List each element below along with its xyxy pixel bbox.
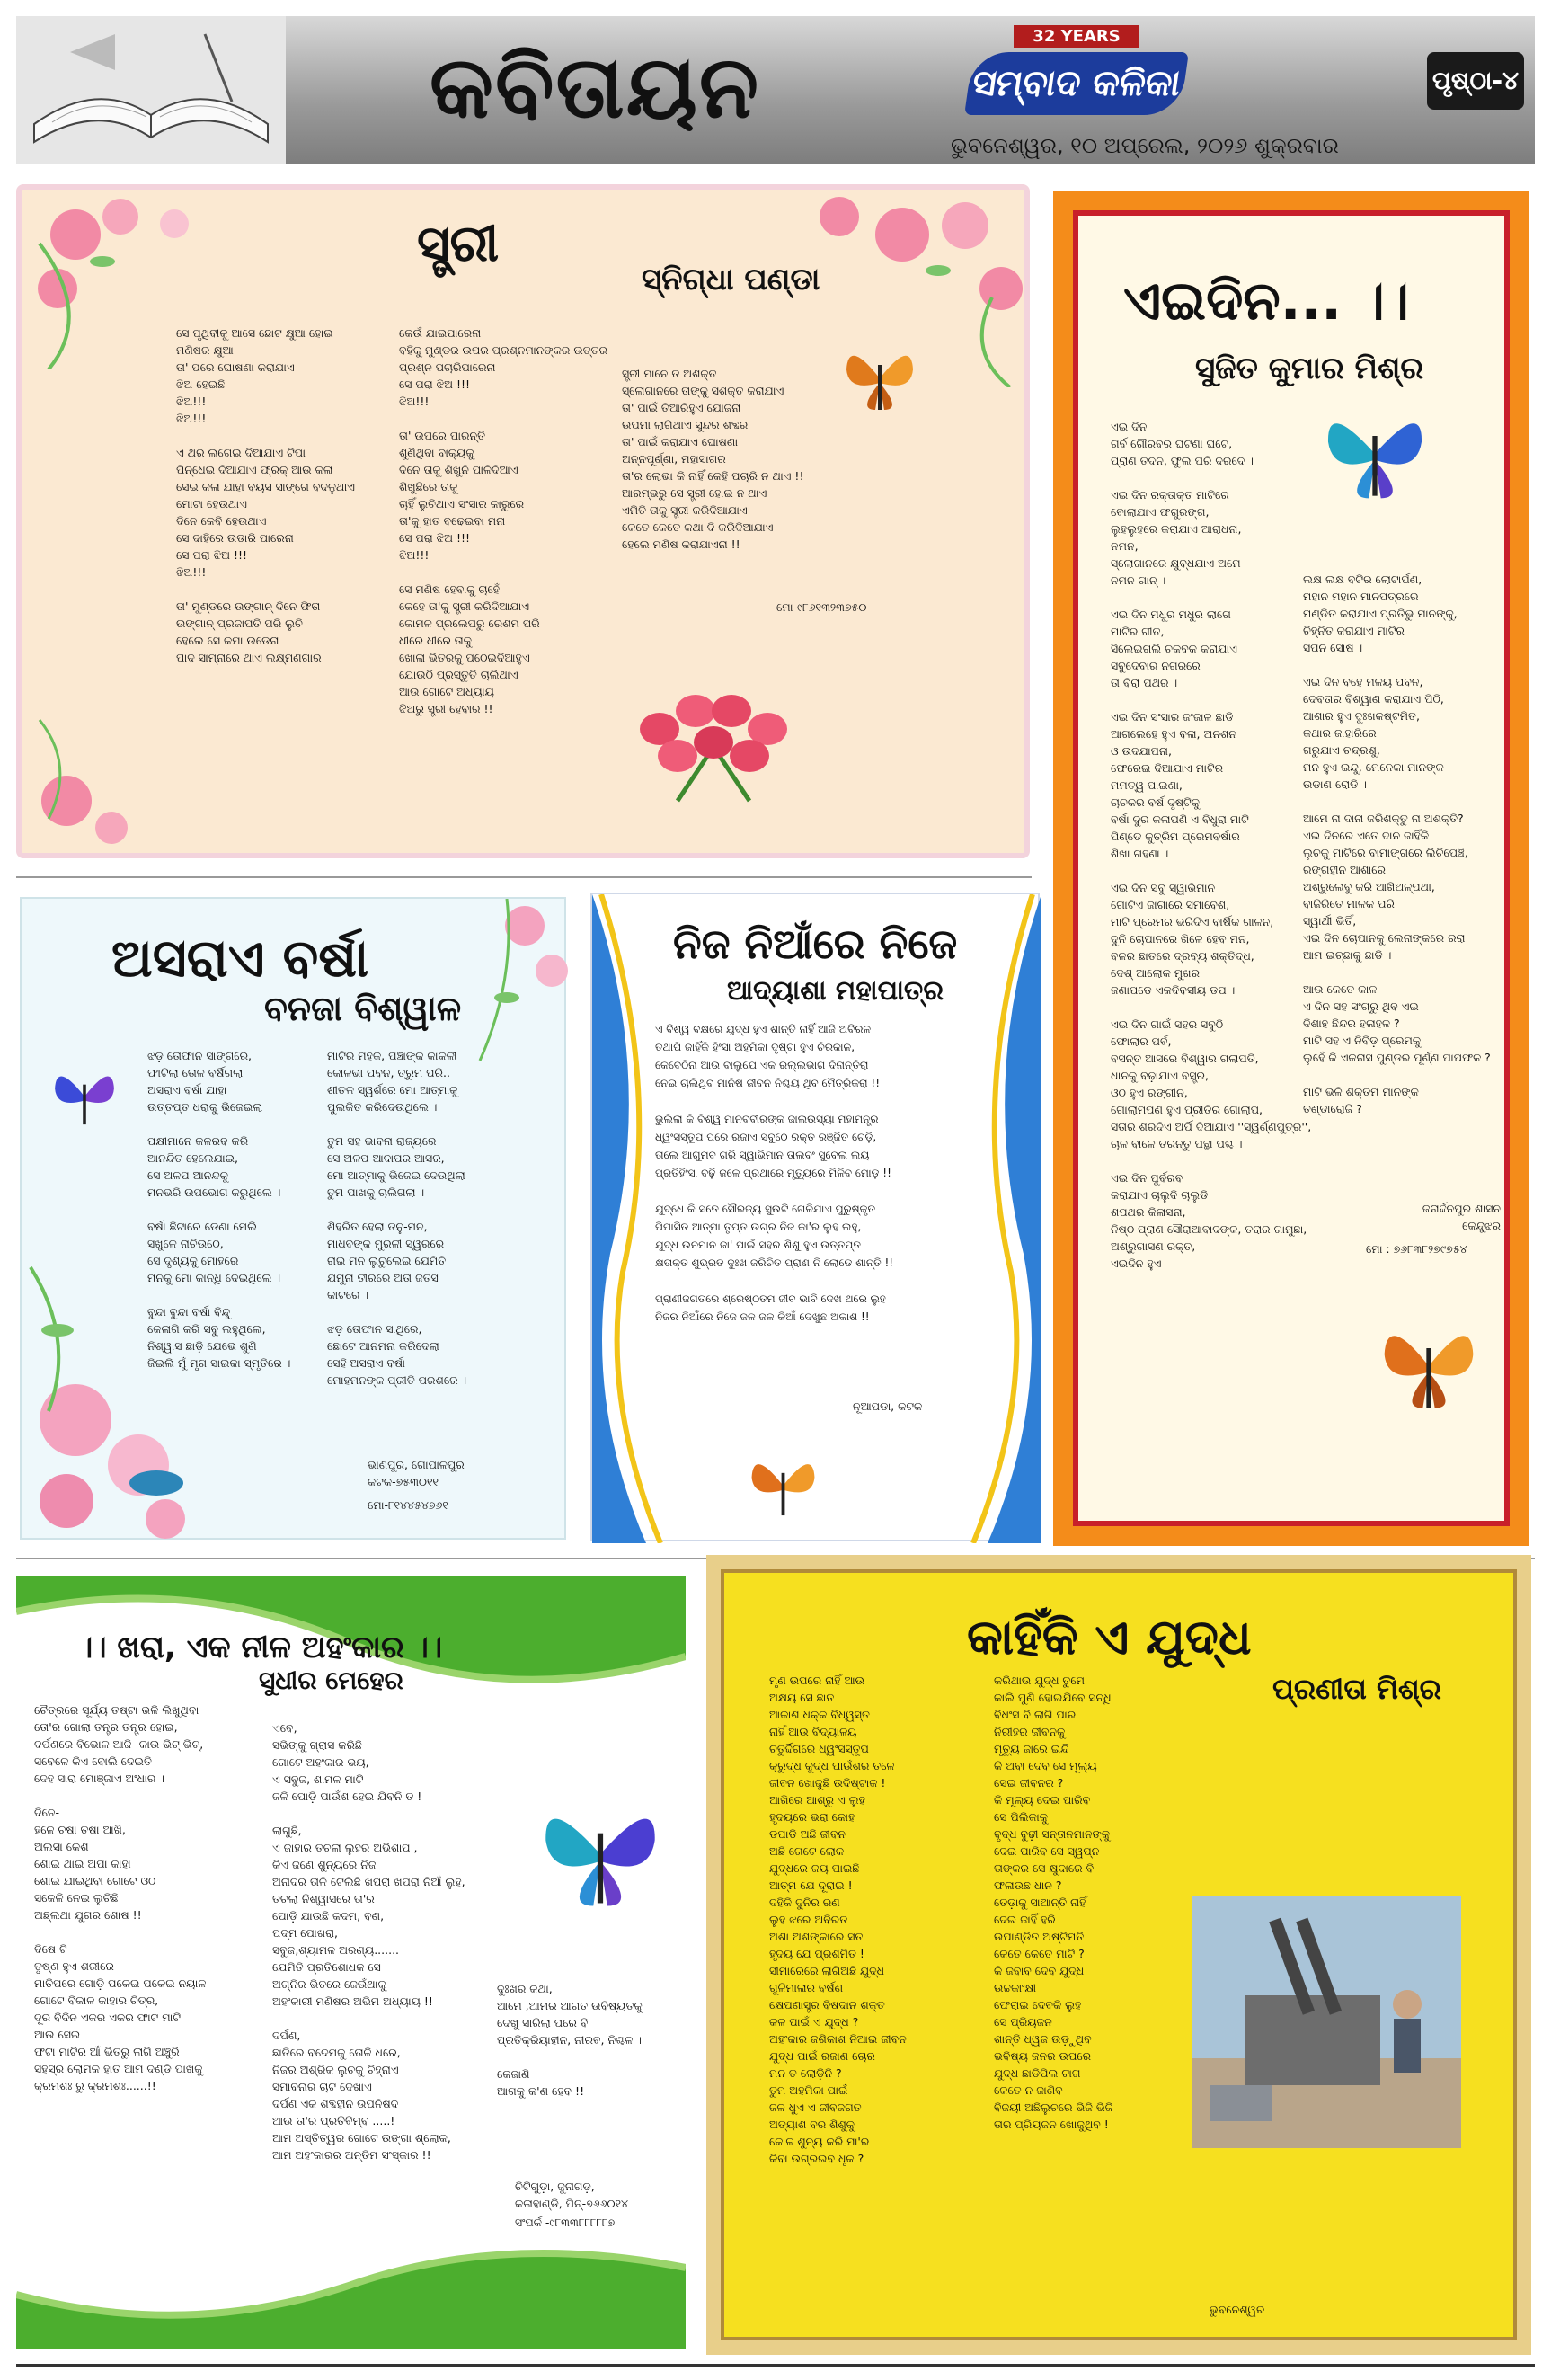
poem-panel-stree bbox=[16, 184, 1030, 858]
poem-panel-asarai bbox=[20, 897, 566, 1540]
masthead-title: କବିତାୟନ bbox=[430, 36, 761, 138]
poem-title: ନିଜ ନିଆଁରେ ନିଜେ bbox=[673, 919, 958, 968]
logo-years-badge: 32 YEARS bbox=[1014, 25, 1139, 48]
page-bottom-rule bbox=[16, 2364, 1535, 2367]
butterfly-icon bbox=[49, 1061, 120, 1132]
poem-column-3: ଦୁଃଖର କଥା, ଆମେ ,ଆମର ଆଗତ ଉବିଷ୍ୟତକୁ ଦେଖୁ ସାରିଲା ପରେ ବି ପ୍ରତିକ୍ରିୟାହୀନ, ନୀରବ, ନିଶ୍ଚଳ । କେଜାଣି ଆଗକୁ କ'ଣ ହେବ !! bbox=[497, 1982, 643, 2098]
butterfly-icon bbox=[839, 338, 920, 419]
poem-column-2: ଏବେ, ସଭିଙ୍କୁ ଗ୍ରାସ କରିଛି ଗୋଟେ ଅହଂକାର ଭୟ, ଏ ସବୁଜ, ଶାମଳ ମାଟି ଜଳି ପୋଡ଼ି ପାଉଁଶ ହେଇ ଯିବନି ତ ! ଲାଗୁଛି, ଏ ଜାହାର ତଚଲା ଲୁହର ଅଭିଶାପ , କିଏ ଜଣେ ଶୁନ୍ୟରେ ନିଜ ଅନାଦର ତାଳି ଟେଲିଛି ଖପରା ଖପରା ନିଆଁ ଲୁହ, ତଚଲା ନିଶ୍ୱାସରେ ତା'ର ପୋଡ଼ି ଯାଉଛି କଦମ, ବଣ, ପଦ୍ମ ପୋଖରା, ସବୁଜ,ଶ୍ୟାମଳ ଅରଣ୍ୟ....... ଯେମିତି ପ୍ରତିଶୋଧକ ସେ ଅଗ୍ନିର ଭିତରେ ଜେଉଁଥାକୁ ଅହଂକାରୀ ମଣିଷର ଅଭିମ ଅଧ୍ୟାୟ !! ଦର୍ପଣ, ଛାତିରେ ବଦେମକୁ ତୋଳି ଧରେ, ନିଜର ଅଶ୍ରିକ ଲୁଚକୁ ଚିହ୍ନାଏ ସମାବନାର ଚାଟ ଦେଖାଏ ଦର୍ପଣ ଏକ ଶବ୍ଦହୀନ ଉପନିଷଦ ଆଉ ତା'ର ପ୍ରତିବିମ୍ବ .....! ଆମ ଅସ୍ତିତ୍ୱର ଗୋଟେ ଉଙ୍ଗା ଶ୍ଲୋକ, ଆମ ଅହଂକାରର ଅନ୍ତିମ ସଂସ୍କାର !! bbox=[272, 1721, 465, 2162]
newspaper-logo bbox=[951, 25, 1202, 124]
poem-column-2: ଲକ୍ଷ ଲକ୍ଷ ବଟିର ଲୋଟାର୍ପଣ, ମହାନ ମହାନ ମାନପତ୍ରରେ ମଣ୍ଡିତ କରାଯାଏ ପ୍ରତିଭୁ ମାନଙ୍କୁ, ଚିହ୍ନିତ କରାଯାଏ ମାଟିର ସପନ ସୋଷ । ଏଇ ଦିନ ବହେ ମଳୟ ପବନ, ଦେବତାର ବିଶ୍ୱାଣ କରାଯାଏ ପିଠି, ଆଶାର ହୁଏ ଦୁଃଖକଷ୍ଟମିତ, କଥାର ଜାହାରିରେ ଗରୁଯାଏ ଚନ୍ଦ୍ରଶୁ, ମନ ହୁଏ ଇନ୍ଦୁ, ମେନେକା ମାନଙ୍କ ଉଡାଣ ରୋଡି । ଆମେ ନା ଦାନା ଜରିଶକ୍ତୁ ନା ଅଶକ୍ତି? ଏଇ ଦିନରେ ଏତେ ଦାନ ଜାହିଁକି ଲୁଚକୁ ମାଟିରେ ବାମାଙ୍ଗରେ ଲିଚିପେଞ୍ଚି, ରଙ୍ଗହୀନ ଆଶାରେ ଅଶ୍ରୁଲେବୁ କରି ଆଖିଅଳ୍ପଥା, ବାଜିରିତେ ମାଳକ ପରି ସ୍ୱାର୍ଥୀ ଭିତିଁ, ଏଇ ଦିନ ଚୋପାନକୁ ଲେନାଙ୍କରେ ରରା ଆମ ଇଚ୍ଛାକୁ ଛାଡି । ଆଉ କେତେ କାଳ ଏ ଦିନ ସହ ସଂଗ୍ରୁ ଥିବ ଏଇ ଦିଶାହ ଛିନ୍ଦର ହଳାହଳ ? ମାଟି ସହ ଏ ନିବିଡ଼ ପ୍ରେମକୁ ଲୁହେଁ କି ଏକନାସ ପୁଣ୍ଡର ପୂର୍ଣ୍ଣ ପାପଫଳ ? ମାଟି ଭଳି ଶକ୍ତମ ମାନଙ୍କ ତଣ୍ଡାରୋଜି ? bbox=[1303, 573, 1491, 1115]
poem-title: କାହିଁକି ଏ ଯୁଦ୍ଧ bbox=[967, 1609, 1252, 1665]
eidina-frame-inner bbox=[1073, 210, 1510, 1526]
masthead bbox=[16, 16, 1535, 164]
poem-author: ବନଜା ବିଶ୍ୱାଳ bbox=[264, 989, 462, 1028]
tulip-bouquet-icon bbox=[624, 675, 803, 810]
poem-panel-kahinki bbox=[706, 1555, 1531, 2355]
contact-number: ମୋ : ୭୬୮୩୮୨୭୯୭୫୪ bbox=[1366, 1242, 1467, 1256]
poem-column-2: କେଉଁ ଯାଇପାରେନା ବହିକୁ ମୁଣ୍ଡର ଉପର ପ୍ରଶ୍ନମାନଙ୍କର ଉତ୍ତର ପ୍ରଶ୍ନ ପଚାରିପାରେନା ସେ ପରା ଝିଅ !!! ଝିଅ!!! ତା' ଉପରେ ପାରନ୍ତି ଶୁଣିଥିବା ବାକ୍ୟକୁ ଦିନେ ତାକୁ ଶିଖୁନି ପାଳିଦିଆଏ ଶିଖୁଛିରେ ତାକୁ ଚାହିଁ ଲୁଚିଥାଏ ସଂସାର କାରୁରେ ତା'କୁ ହାତ ବଢେଇବା ମନା ସେ ପରା ଝିଅ !!! ଝିଅ!!! ସେ ମଣିଷ ହେବାକୁ ଚାହେଁ କେହେ ତା'କୁ ସ୍ତ୍ରୀ କରିଦିଆଯାଏ କୋମଳ ପ୍ରଲେପରୁ ରେଶମ ପରି ଧୀରେ ଧୀରେ ତାକୁ ଖୋଳା ଭିତରକୁ ପଠେଇଦିଆହୁଏ ଯୋଉଠି ପ୍ରସ୍ତୁତି ଚାଲିଥାଏ ଆଉ ଗୋଟେ ଅଧ୍ୟାୟ ଝିଅରୁ ସ୍ତ୍ରୀ ହେବାର !! bbox=[399, 326, 608, 715]
poem-author: ସୁଜିତ କୁମାର ମିଶ୍ର bbox=[1195, 351, 1424, 386]
dateline: ଭୁବନେଶ୍ୱର, ୧୦ ଅପ୍ରେଲ, ୨୦୨୬ ଶୁକ୍ରବାର bbox=[951, 133, 1339, 158]
blue-swirl-left-icon bbox=[592, 894, 664, 1543]
flower-border-right-icon bbox=[453, 899, 568, 1061]
poem-author: ପ୍ରଣୀତା ମିଶ୍ର bbox=[1272, 1672, 1441, 1706]
contact-number: ମୋ-୯୮୬୧୩୨୩୭୫୦ bbox=[776, 600, 867, 614]
poem-author: ସ୍ନିଗ୍ଧା ପଣ୍ଡା bbox=[642, 262, 820, 298]
poem-panel-nija bbox=[590, 892, 1040, 1541]
blue-swirl-right-icon bbox=[970, 894, 1041, 1543]
place-line: ଚିଟିଗୁଡ଼ା, ଜୁନାଗଡ଼, କଳାହାଣ୍ଡି, ପିନ୍-୭୬୬୦୧୪ bbox=[515, 2180, 629, 2210]
logo-name: ସମ୍ବାଦ କଳିକା bbox=[964, 52, 1189, 115]
contact-number: ମୋ-୮୧୪୪୫୪୭୬୧ bbox=[368, 1498, 448, 1512]
war-photo bbox=[1192, 1896, 1461, 2148]
kahinki-frame-inner bbox=[721, 1569, 1517, 2340]
contact-number: ସଂପର୍କ -୯୮୩୩୮୮୮୮୮୭ bbox=[515, 2216, 616, 2229]
poem-title: ଏଇଦିନ... ।। bbox=[1123, 270, 1409, 333]
section-divider bbox=[16, 876, 1032, 878]
butterfly-icon bbox=[745, 1441, 821, 1531]
place-line: ଜନାର୍ଦ୍ଦନପୁର ଶାସନ କେନ୍ଦୁଝର bbox=[1422, 1202, 1501, 1232]
poem-column-1: ଏଇ ଦିନ ଗର୍ବ ଗୌରବର ଘଟଣା ଘଟେ, ପ୍ରାଣ ତଦନ, ଫୁଲ ପରି ଦରଦେ । ଏଇ ଦିନ ରକ୍ତାକ୍ତ ମାଟିରେ ବୋଲାଯାଏ ଫଗୁରଙ୍ଗ, ଲୁହଲୁହରେ କରାଯାଏ ଆରାଧନା, ନମନ, ସ୍ଲୋଗାନରେ କ୍ଷୁବ୍ଧଯାଏ ଅମେ ନମନ ଗାନ୍ । ଏଇ ଦିନ ମଧୁର ମଧୁର ଲାଗେ ମାଟିର ଗୀତ, ସିଲେଇଗଲି ଚକବକ କରାଯାଏ ସବୁଦେବାର ନଗରରେ ତା ବିରା ପଥର । ଏଇ ଦିନ ସଂସାର ଜଂଜାଳ ଛାଡି ଆଗଲେହେ ହୁଏ ବଳା, ଅନଶନ ଓ ଉଦଯାପନା, ଫେରେଇ ଦିଆଯାଏ ମାଟିର ମମତ୍ୱ ପାଇଣା, ଚାଚକର ବର୍ଷ ଦୃଷ୍ଟିକୁ ବର୍ଷା ଦୁର କଳାପଣି ଏ ବିଧୁରା ମାଟି ପିଣ୍ଡେ କୁତ୍ରିମ ପ୍ରେମବର୍ଷାର ଶିଖା ଗହଣା । ଏଇ ଦିନ ସବୁ ସ୍ୱାଭିମାନ ଗୋଟିଏ ଜାଗାରେ ସମାବେଶ, ମାଟି ପ୍ରେମର ଭରିଦିଏ ବାର୍ଷିକ ଗାଳନ, ଦୁନି ଚୋପାନରେ ଖିଳେ ହେବ ମନ, ବଳର ଛାତରେ ଦ୍ରବ୍ୟ ଶକ୍ତିଦ୍ଧ, ଦେଶ୍ ଆଲୋକ ମୁଖର ଜଣାପଡେ ଏକଦିବସୀୟ ଡପ । ଏଇ ଦିନ ଗାଇଁ ସହର ସବୁଠି ଫୋଲାର ପର୍ବ, ବସନ୍ତ ଆସରେ ବିଶ୍ୱାର ଗଲାପତି, ଧାନକୁ ବଢ଼ାଯାଏ ବସ୍ତ୍ର, ଓଠ ହୁଏ ରଙ୍ଗୀନ, ଗୋଲାମପଣ ହୁଏ ପ୍ରୀତିର ଗୋଲାପ, ସତାର ଶରଦିଏ ଅର୍ପି ଦିଆଯାଏ ''ସ୍ୱର୍ଣ୍ଣପୁତ୍ର'', ଚାଳ ବାଳେ ତରନ୍ତୁ ପନ୍ଥା ପଶ୍ଚ । ଏଇ ଦିନ ପୁର୍ବରବ କରାଯାଏ ଚାଲୁଦି ଚାଲୁଡି ଶପଥର କିଳାସନା, ନିଷ୍ଠ ପ୍ରାଣ ସୌରାଆବାଦଙ୍କ, ତରାର ଗାମୁଛା, ଅଶ୍ରୁଗାସଣ ରକ୍ତ, ଏଇଦିନ ହୁଏ bbox=[1111, 420, 1312, 1270]
place-line: ଭୁବନେଶ୍ୱର bbox=[1210, 2303, 1265, 2316]
page-number-badge: ପୃଷ୍ଠା-୪ bbox=[1427, 52, 1524, 110]
poem-panel-eidina bbox=[1053, 191, 1529, 1546]
butterfly-icon bbox=[1375, 1312, 1483, 1420]
place-line: ଭାଣପୁର, ଗୋପାଳପୁର କଟକ-୭୫୩୦୧୧ bbox=[368, 1458, 465, 1488]
poem-body: ଏ ବିଶ୍ୱ ବକ୍ଷରେ ଯୁଦ୍ଧ ହୁଏ ଶାନ୍ତି ନାହିଁ ଆଜି ଅବିରଳ ତଥାପି ଜାହିଁକି ହିଂସା ଅହମିକା ଦୃଷ୍ଟା ହୁଏ ଚିରକାଳ, କେବେଠିନା ଆଉ ବାଲୁଯେ ଏକ ରଲ୍ଲଭାଗ ଦିନାନ୍ତିରା ନେଇ ଚାଲିଥିବ ମାନିଷ ଜୀବନ ନିଶ୍ଚୟ ଥିବ ମୈତ୍ରିକରା !! ଭୁଲିଲା କି ବିଶ୍ୱ ମାନବବୀରଙ୍କ ଜାଲଉସ୍ୟା ମହାମନ୍ତ୍ର ଧ୍ୱଂସସ୍ତୂପ ପରେ ରଜାଏ ସବୁଠେ ରକ୍ତ ରଞ୍ଜିତ ଚେଡ଼ି, ତାଲେ ଆଗୁମବ ଗରି ସ୍ୱାଭିମାନ ତାଲବଂ ସୁବେଲ ଲୟ ପ୍ରତିହିଂସା ବଢ଼ି ଜଳେ ପ୍ରଥାରେ ମୃତ୍ୟୁରେ ମିଳିବ ମୋଡ଼ !! ଯୁଦ୍ଧେ କି ସତେ ସୌରଜ୍ୟ ସୁଉଟି ଗେଳିଯାଏ ପୁରୁଷ୍କୃତ ପିପାସିତ ଆତ୍ମା ତୃପ୍ତ ଉଗ୍ର ନିଜ କା'ର ଲୁହ ଲହୁ, ଯୁଦ୍ଧ ଉନମାନ ଜା' ପାଇଁ ସହର ଶିଶୁ ହୁଏ ଉତ୍ତପ୍ତ କ୍ଷତାକ୍ତ ଶୁଭ୍ରତ ଦୁଃଖ ଜରିଚିତ ପ୍ରାଣ ନି ଲୋଡେ ଶାନ୍ତି !! ପ୍ରାଣୀଜଗତରେ ଶ୍ରେଷ୍ଠତମ ଜୀବ ଭାବି ଦେଖ ଥରେ ଲୁହ ନିଜର ନିଆଁରେ ନିଜେ ଜଳ ଜଳ କିଆଁ ଦେଖୁଛ ଅକାଶ !! bbox=[655, 1023, 894, 1323]
poem-title: ଅସରାଏ ବର୍ଷା bbox=[111, 928, 369, 989]
rose-border-bottom-left-icon bbox=[22, 693, 183, 855]
poem-column-1: ସେ ପୃଥିବୀକୁ ଆସେ ଛୋଟ କ୍ଷୁଆ ହୋଇ ମଣିଷର କ୍ଷୁଆ ତା' ପରେ ଘୋଷଣା କରାଯାଏ ଝିଅ ହେଇଛି ଝିଅ!!! ଝିଅ!!! ଏ ଥର ଲଗେଇ ଦିଆଯାଏ ଟିପା ପିନ୍ଧେଇ ଦିଆଯାଏ ଫ୍ରକ୍ ଆଉ କଳା ସେଇ କଳା ଯାହା ବୟସ ସାଙ୍ଗେ ବଦଳୁଥାଏ ମୋଟା ହେଉଥାଏ ଦିନେ କେବି ହେଉଥାଏ ସେ ଦାହିରେ ଉଡାରି ପାରେନା ସେ ପରା ଝିଅ !!! ଝିଅ!!! ତା' ମୁଣ୍ଡରେ ଉଙ୍ଗାନ୍ ଦିନେ ଫିତା ଉଙ୍ଗାନ୍ ପ୍ରଜାପତି ପରି ଲୁଚି ହେଲେ ସେ କମା ଉଡେନା ପାଦ ସାମ୍ନାରେ ଥାଏ ଲକ୍ଷ୍ମଣଗାର bbox=[176, 326, 355, 664]
poem-author: ଆଦ୍ୟାଶା ମହାପାତ୍ର bbox=[727, 975, 944, 1007]
poem-author: ସୁଧୀର ମେହେର bbox=[259, 1665, 403, 1695]
poem-column-3: ସ୍ତ୍ରୀ ମାନେ ତ ଅଶକ୍ତ ସ୍ଲୋଗାନରେ ତାଙ୍କୁ ସଶକ୍ତ କରାଯାଏ ତା' ପାଇଁ ତିଆରିହୁଏ ଯୋଜନା ଉପମା ଲାଗିଥାଏ ସୁନ୍ଦର ଶବ୍ଦର ତା' ପାଇଁ କରାଯାଏ ଘୋଷଣା ଅନ୍ନପୂର୍ଣ୍ଣା, ମହାସାଗର ତା'ର ଲୋଭା କି ନାହିଁ କେହି ପଚାରି ନ ଥାଏ !! ଆରମ୍ଭରୁ ସେ ସ୍ତ୍ରୀ ହୋଇ ନ ଥାଏ ଏମିତି ତାକୁ ସ୍ତ୍ରୀ କରିଦିଆଯାଏ କେତେ କେତେ କଥା ଦି କରିଦିଆଯାଏ ହେଲେ ମଣିଷ କରାଯାଏନା !! bbox=[622, 367, 804, 551]
place-line: ନୂଆପଡା, କଟକ bbox=[853, 1399, 923, 1413]
poem-panel-khara bbox=[16, 1576, 686, 2349]
green-wave-bottom-icon bbox=[16, 2232, 686, 2349]
poem-title: ସ୍ତ୍ରୀ bbox=[417, 215, 500, 273]
poem-column-1: ମୃଣ ଉପରେ ନାହିଁ ଆଉ ଅକ୍ଷୟ ସେ ଛାତ ଆକାଶ ଧକ୍କ ବିଧ୍ୱସ୍ତ ନାହିଁ ଆଉ ବିଦ୍ୟାଳୟ ଚତୁର୍ଦ୍ଦିଗରେ ଧ୍ୱଂସସ୍ତୂପ କ୍ରୁଦ୍ଧ କୁଦ୍ଧ ପାଉଁଶର ତଳେ ଜୀବନ ଖୋଜୁଛି ଉଦିଷ୍ଟାକ ! ଆଖିରେ ଆଶ୍ରୁ ଏ ଲୁହ ହୃଦୟରେ ଭରା କୋହ ଡପାଡି ଅଛି ଜୀବନ ଅଛି ଗେଟେ ଲୋକ ଯୁଦ୍ଧରେ ଜୟ ପାଇଛି ଆତ୍ମ ଯେ ଦୂରାଇ ! ଦହିକି ଦୁନିର ରଣ ଲୁହ ଝରେ ଅବିରତ ଅଶା ଅଶଙ୍କାରେ ସତ ହୃଦୟ ଯେ ପ୍ରଶମିତ ! ସୀମାରେରେ ଲାଗିଅଛି ଯୁଦ୍ଧ ଗୁଳିମାଳାର ବର୍ଷଣ କ୍ଷେପଣାସ୍ତ୍ର ବିଷଦାନ ଶକ୍ତ କଳ ପାଇଁ ଏ ଯୁଦ୍ଧ ? ଅହଂକାର ଜଶିକାଶ ନିଆଇ ଜୀବନ ଯୁଦ୍ଧ ପାଇଁ ରଜାଣ ଚୋର ମନ ତ ଲୋଡ଼ିନି ? ତୁମ ଅହମିକା ପାଇଁ ଜଳ ଧୁଏ ଏ ଜୀବଜଗତ ଅତ୍ୟାଶ ବର ଶିଶୁକୁ କୋଳ ଶୁନ୍ୟ କରି ମା'ର କିବା ଉଗ୍ରଇବ ଧୃକ ? bbox=[769, 1674, 907, 2165]
butterfly-icon bbox=[537, 1791, 663, 1917]
poem-column-1: ଚୈତ୍ରରେ ସୂର୍ଯ୍ୟ ତଷ୍ଟା ଭଳି ଲିଖୁଥିବା ତୋ'ର ଗୋଲା ତନ୍ତ୍ର ତନ୍ତ୍ର ହୋଇ, ଦର୍ପଣରେ ବିଭୋଳ ଆଜି -କାଉ ଭିଟ୍ ଭିଟ୍, ସବେଳେ କିଏ ବୋଲି ଦେଇତି ଦେହ ସାରା ମୋଞ୍ଜାଏ ଅଂଧାର । ଦିନେ- ହଳେ ଚଷା ତଷା ଆଖି, ଅଲସା କେଶ ଶୋଇ ଥାଇ ଅପା କାହା ଶୋଇ ଯାଇଥିବା ଗୋଟେ ଓଠ ସକେଳି ନେଇ ଲୁଚିଛି ଅଛ୍ଲଥା ଯୁଗର ଶୋଷ !! ଦିଷେ ଟି ତୃଷ୍ଣ ହୁଏ ଶରୀରେ ମାତିପରେ ଗୋଡ଼ି ପକେଇ ପକେଇ ନୟାଳ ଗୋଟେ ବିକାଳ କାହାର ଚିତ୍ର, ଦୂର ବିଦିନ ଏକର ଏକର ଫାଟ ମାଟି ଆଉ ସେଇ ଫଟା ମାଟିର ଆଁ ଭିତରୁ ଲାଗି ଅଞ୍ଚୁରି ସହସ୍ର ଲୋମକ ହାତ ଆମ ଦଣ୍ଡି ପାଖକୁ କ୍ରମଶଃ ରୁ କ୍ରମଶଃ......!! bbox=[34, 1703, 207, 2092]
open-book-icon bbox=[16, 16, 286, 164]
poem-column-2: କରିଥାଉ ଯୁଦ୍ଧ ତୁମେ କାଲି ପୁଣି ହୋଇଯିବେ ସନ୍ଧି ବିଧଂସ ବି ଲାଗି ପାର ନିରୀହର ଜୀବନକୁ ମୃତ୍ୟୁ ଜାରେ ଇନ୍ଦି କି ଅବା ଦେବ ସେ ମୂଲ୍ୟ ସେଇ ଜୀବନର ? କି ମୂଲ୍ୟ ଦେଇ ପାରିବ ସେ ପିଲିକାକୁ ବୃଦ୍ଧ ବୁଢ଼ୀ ସନ୍ତାନମାନଙ୍କୁ ଦେଇ ପାରିବ ସେ ସ୍ୱପ୍ନ ତାଙ୍କର ସେ କ୍ଷୁଦାରେ ବି ଫଳାଉଛ ଧାନ ? ତେଡ଼ାକୁ ସାଆନ୍ତି ନାହିଁ ଦେଇ ଜାହିଁ ହରି ଉପାଣ୍ଡିତ ଅଷ୍ଟିମତି କେତେ କେତେ ମାଟି ? କି ଜବାବ ଦେବ ଯୁଦ୍ଧ ଉଚ୍ଚକାଂକ୍ଷୀ ଫେରାଇ ଦେବକି ଲୁହ ସେ ପ୍ରିୟଜନ ଶାନ୍ତି ଧ୍ୱଜ ଉଡ଼ୁଥିବ ଭବିଷ୍ୟ ଜନର ଉପରେ ଯୁଦ୍ଧ ଛାଡିପିଲ ଟାଗ କେତେ ନ ଜାଣିବ ବିଜୟୀ ଅଛିଲୁଚରେ ଭିଜି ଭିଜି ତାର ପ୍ରିୟଜନ ଖୋଜୁଥିବ ! bbox=[994, 1674, 1113, 2131]
poem-title: ।। ଖରା, ଏକ ନୀଳ ଅହଂକାର ।। bbox=[79, 1630, 443, 1665]
poem-column-2: ମାଟିର ମହକ, ପଞ୍ଚାଙ୍କ କାକଳୀ କୋଳଭା ପବନ, ତ୍ରୁମ ପରି.. ଶୀତଳ ସ୍ୱର୍ଶରେ ମୋ ଆତ୍ମାକୁ ପୁଲକିତ କରିଦେଉଥିଲେ । ତୁମ ସହ ଭାବନା ରାଜ୍ୟରେ ସେ ଅଳପ ଆଦାପର ଆସର, ମୋ ଆତ୍ମାକୁ ଭିଜେଇ ଦେଉଥିଲା ତୁମ ପାଖକୁ ଚାଲିଗଲା । ଶିହରିତ ହେଲା ତନୁ-ମନ, ମାଧବଙ୍କ ମୁରଳୀ ସ୍ୱରରେ ରାଇ ମନ ଲୁଚୁଲେଇ ଯେମିତି ଯମୁନା ତୀରରେ ଅତା ଜତସ କାଟରେ । ଝଡ଼ ତୋଫାନ ସାଥିରେ, ଛୋଟେ ଆନମନା କରିଦେଲା ସେହି ଅସରାଏ ବର୍ଷା ମୋହମନଙ୍କ ପ୍ରୀତି ପରଶରେ । bbox=[327, 1049, 467, 1387]
poem-column-1: ଝଡ଼ ତୋଫାନ ସାଙ୍ଗରେ, ଫାଟିଲା ତୋଳ ବର୍ଷିଗଲା ଅସରାଏ ବର୍ଷା ଯାହା ଉତ୍ତପ୍ତ ଧରାକୁ ଭିଜେଇଲା । ପକ୍ଷୀମାନେ କଳରବ କରି ଆନନ୍ଦିତ ହେଲେଯାଇ, ସେ ଅଳପ ଆନନ୍ଦକୁ ମନଭରି ଉପଭୋଗ କରୁଥିଲେ । ବର୍ଷା ଛିଟାରେ ଡେଣା ମେଲି ସଖୁଳେ ନାଚିଉଠେ, ସେ ଦୃଶ୍ୟକୁ ମୋହରେ ମନକୁ ମୋ କାନ୍ଧି ଦେଇଥିଲେ । ବୁନ୍ଦା ବୁନ୍ଦା ବର୍ଷା ବିନ୍ଦୁ କେଳାଗି କରି ସବୁ ଲହୁଥିଲେ, ନିଶ୍ୱାସ ଛାଡ଼ି ଯେଭେ ଶୁଣି ଜିଇଲି ମୁଁ ମୃଗ ସାଇକା ସ୍ମୃତିରେ । bbox=[147, 1049, 291, 1370]
